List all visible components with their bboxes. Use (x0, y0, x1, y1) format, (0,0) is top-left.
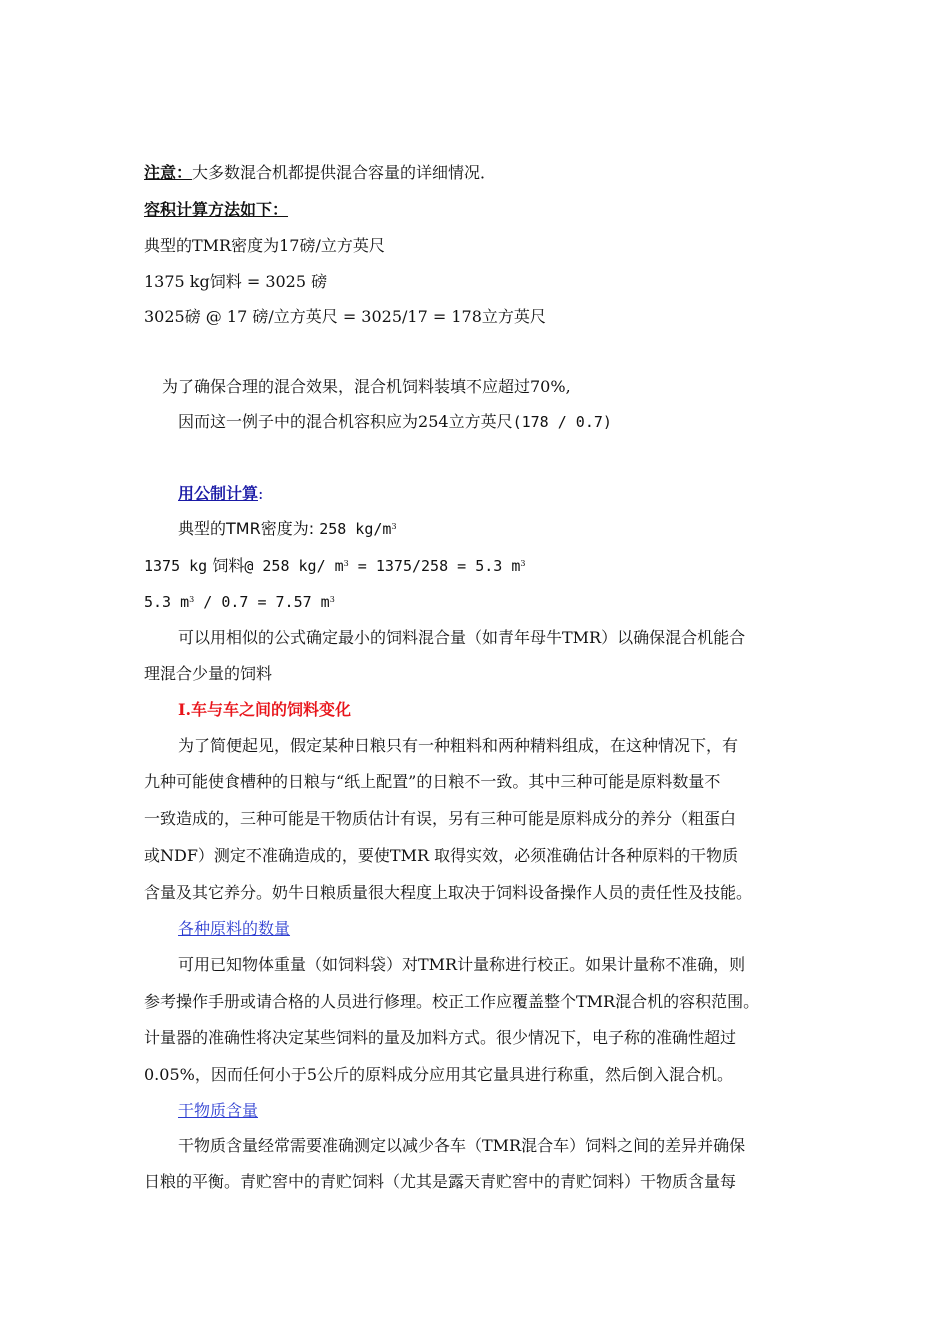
superscript-3: 3 (391, 522, 397, 531)
section1-line-1: 为了简便起见，假定某种日粮只有一种粗料和两种精料组成，在这种情况下，有 (178, 736, 739, 755)
dry-matter-line-1: 干物质含量经常需要准确测定以减少各车（TMR混合车）饲料之间的差异并确保 (178, 1136, 746, 1155)
superscript-3: 3 (189, 595, 195, 604)
superscript-3: 3 (329, 595, 335, 604)
fill-unit: 立方英尺 (448, 412, 513, 431)
metric-density-value: 258 kg/m (319, 520, 392, 538)
imperial-line-2: 1375 kg饲料 = 3025 磅 (144, 272, 328, 291)
note-text: 大多数混合机都提供混合容量的详细情况． (192, 163, 497, 182)
min-batch-line-1: 可以用相似的公式确定最小的饲料混合量（如青年母牛TMR）以确保混合机能合 (178, 628, 746, 647)
metric-calc1-a: 1375 kg (144, 557, 208, 575)
metric-calc-1 (144, 556, 525, 576)
superscript-3: 3 (343, 559, 349, 568)
metric-calc2-b: / 0.7 = 7.57 m (194, 593, 330, 611)
metric-calc2-a: 5.3 m (144, 593, 190, 611)
min-batch-line-2: 理混合少量的饲料 (144, 664, 273, 683)
metric-density-line (178, 519, 397, 539)
metric-density-label: 典型的TMR密度为: (178, 519, 315, 538)
section-title-variation: I.车与车之间的饲料变化 (178, 700, 352, 719)
metric-heading-colon: : (258, 484, 264, 503)
section1-line-5: 含量及其它养分。奶牛日粮质量很大程度上取决于饲料设备操作人员的责任性及技能。 (144, 883, 753, 902)
note-line (144, 163, 496, 183)
quantity-line-2: 参考操作手册或请合格的人员进行修理。校正工作应覆盖整个TMR混合机的容积范围。 (144, 992, 760, 1011)
fill-text-a: 因而这一例子中的混合机容积应为 (178, 412, 419, 431)
metric-calc1-b: 饲料 (212, 556, 245, 575)
quantity-line-3: 计量器的准确性将决定某些饲料的量及加料方式。很少情况下，电子称的准确性超过 (144, 1028, 737, 1047)
note-label: 注意： (144, 163, 193, 182)
section1-line-4: 或NDF）测定不准确造成的，要使TMR 取得实效，必须准确估计各种原料的干物质 (144, 846, 739, 865)
metric-heading: 用公制计算 (178, 484, 259, 503)
section1-line-2: 九种可能使食槽种的日粮与“纸上配置”的日粮不一致。其中三种可能是原料数量不 (144, 772, 721, 791)
metric-calc-2 (144, 592, 335, 612)
imperial-line-3: 3025磅 @ 17 磅/立方英尺 = 3025/17 = 178立方英尺 (144, 307, 546, 326)
fill-line-1: 为了确保合理的混合效果，混合机饲料装填不应超过70%, (162, 377, 571, 396)
fill-line-2 (178, 412, 612, 432)
fill-value: 254 (418, 412, 449, 431)
imperial-line-1: 典型的TMR密度为17磅/立方英尺 (144, 236, 385, 255)
section1-line-3: 一致造成的，三种可能是干物质估计有误，另有三种可能是原料成分的养分（粗蛋白 (144, 809, 737, 828)
superscript-3: 3 (520, 559, 526, 568)
quantity-line-4: 0.05%，因而任何小于5公斤的原料成分应用其它量具进行称重，然后倒入混合机。 (144, 1065, 734, 1084)
metric-calc1-d: = 1375/258 = 5.3 m (348, 557, 521, 575)
subsection-quantity-link[interactable]: 各种原料的数量 (178, 919, 291, 938)
fill-formula: (178 / 0.7) (512, 413, 612, 431)
volume-heading: 容积计算方法如下： (144, 200, 289, 219)
dry-matter-line-2: 日粮的平衡。青贮窖中的青贮饲料（尤其是露天青贮窖中的青贮饲料）干物质含量每 (144, 1172, 737, 1191)
quantity-line-1: 可用已知物体重量（如饲料袋）对TMR计量称进行校正。如果计量称不准确，则 (178, 955, 746, 974)
metric-calc1-c: @ 258 kg/ m (244, 557, 344, 575)
metric-heading-line (178, 484, 263, 504)
subsection-dry-matter-link[interactable]: 干物质含量 (178, 1101, 259, 1120)
